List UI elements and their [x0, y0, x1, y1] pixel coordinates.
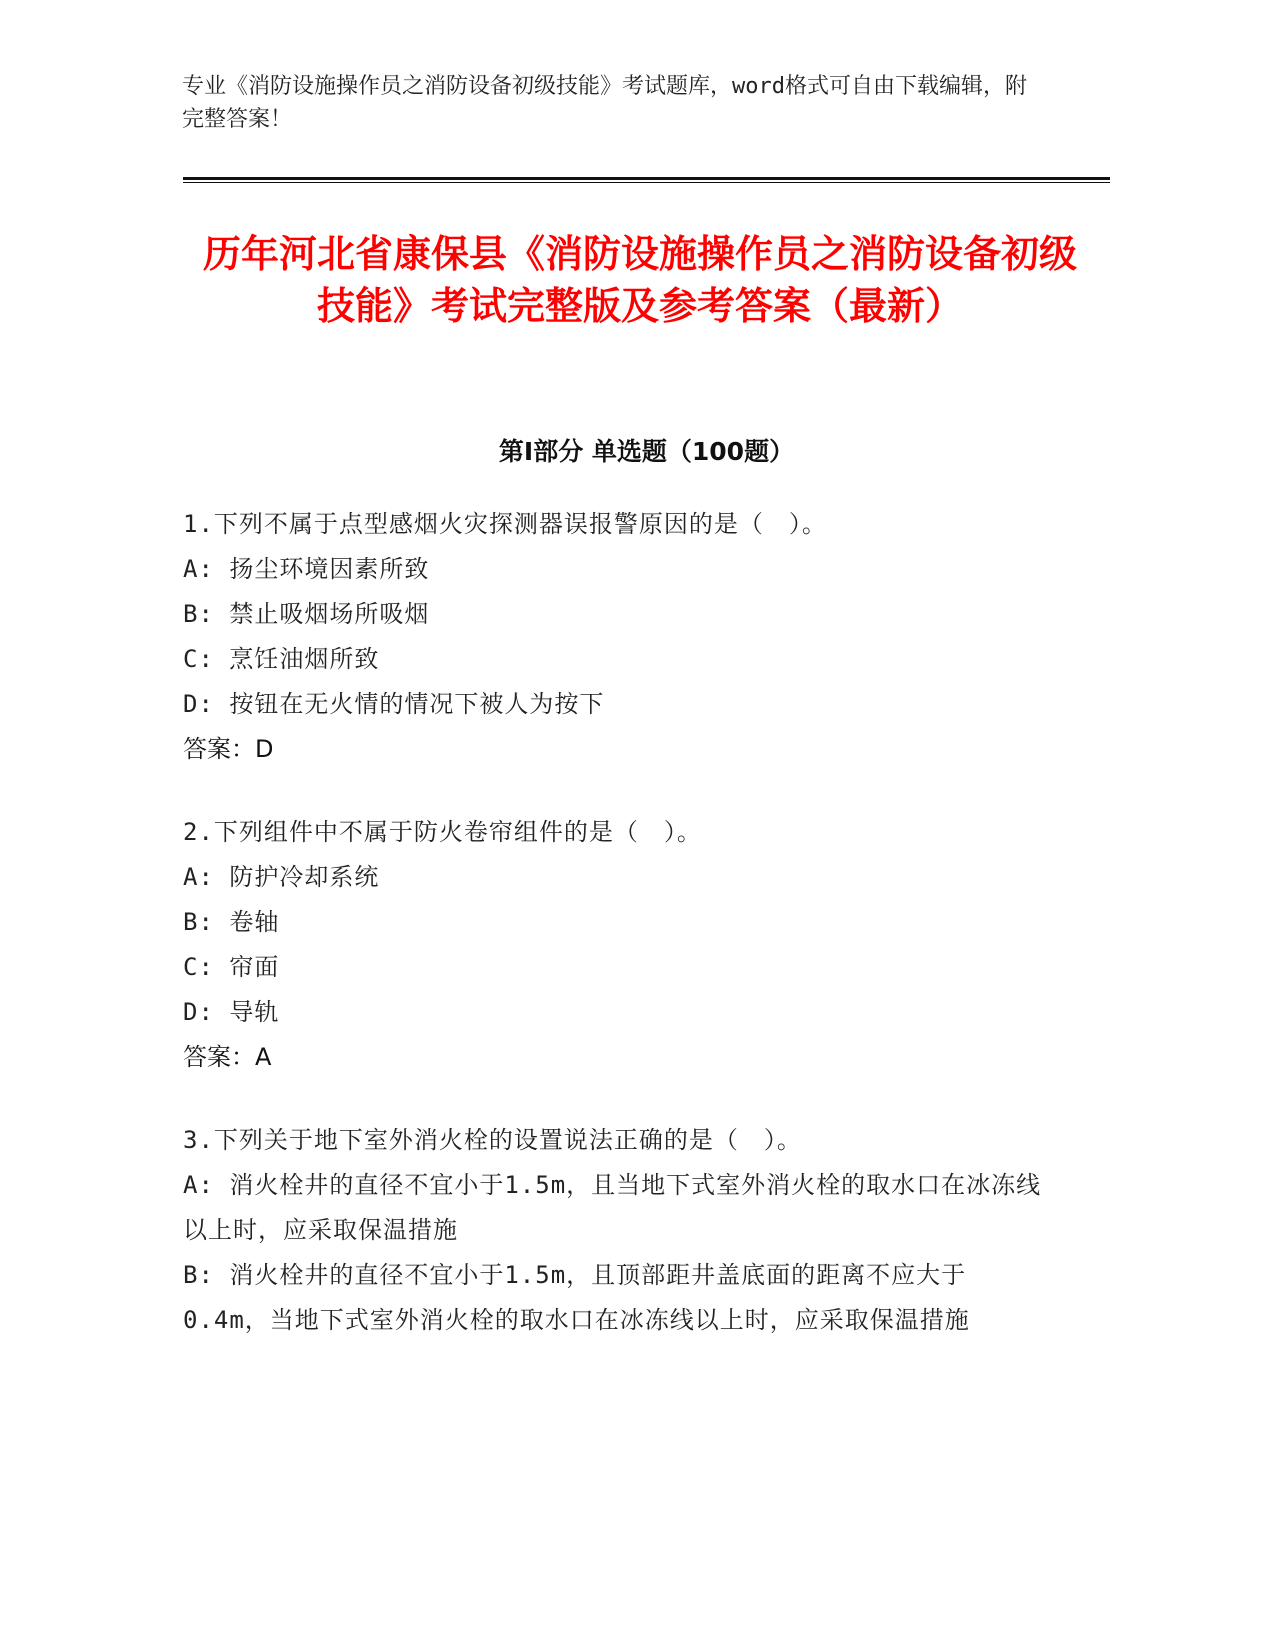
option-b: B: 卷轴 [183, 908, 280, 936]
header-note: 专业《消防设施操作员之消防设备初级技能》考试题库，word格式可自由下载编辑，附完整答案！ [182, 74, 1027, 132]
question-stem: 3.下列关于地下室外消火栓的设置说法正确的是（ ）。 [183, 1126, 802, 1154]
question-3 [183, 1118, 1043, 1343]
option-c: C: 烹饪油烟所致 [183, 645, 380, 673]
option-d: D: 导轨 [183, 998, 280, 1026]
option-b: B: 禁止吸烟场所吸烟 [183, 600, 430, 628]
question-2 [183, 810, 1083, 1080]
document-title: 历年河北省康保县《消防设施操作员之消防设备初级技能》考试完整版及参考答案（最新） [202, 232, 1077, 328]
option-a: A: 扬尘环境因素所致 [183, 555, 430, 583]
header-divider [183, 177, 1110, 180]
answer: 答案：A [183, 1043, 272, 1071]
option-d: D: 按钮在无火情的情况下被人为按下 [183, 690, 605, 718]
question-1 [183, 502, 1083, 772]
option-a: A: 消火栓井的直径不宜小于1.5m，且当地下式室外消火栓的取水口在冰冻线以上时，应采取保温措施 [183, 1171, 1042, 1244]
option-a: A: 防护冷却系统 [183, 863, 380, 891]
option-b: B: 消火栓井的直径不宜小于1.5m，且顶部距井盖底面的距离不应大于0.4m，当地下式室外消火栓的取水口在冰冻线以上时，应采取保温措施 [183, 1261, 970, 1334]
header-divider-thin [183, 182, 1110, 183]
section-heading: 第Ⅰ部分 单选题（100题） [498, 437, 795, 466]
answer: 答案：D [183, 735, 274, 763]
question-stem: 1.下列不属于点型感烟火灾探测器误报警原因的是（ ）。 [183, 510, 827, 538]
question-stem: 2.下列组件中不属于防火卷帘组件的是（ ）。 [183, 818, 702, 846]
option-c: C: 帘面 [183, 953, 280, 981]
